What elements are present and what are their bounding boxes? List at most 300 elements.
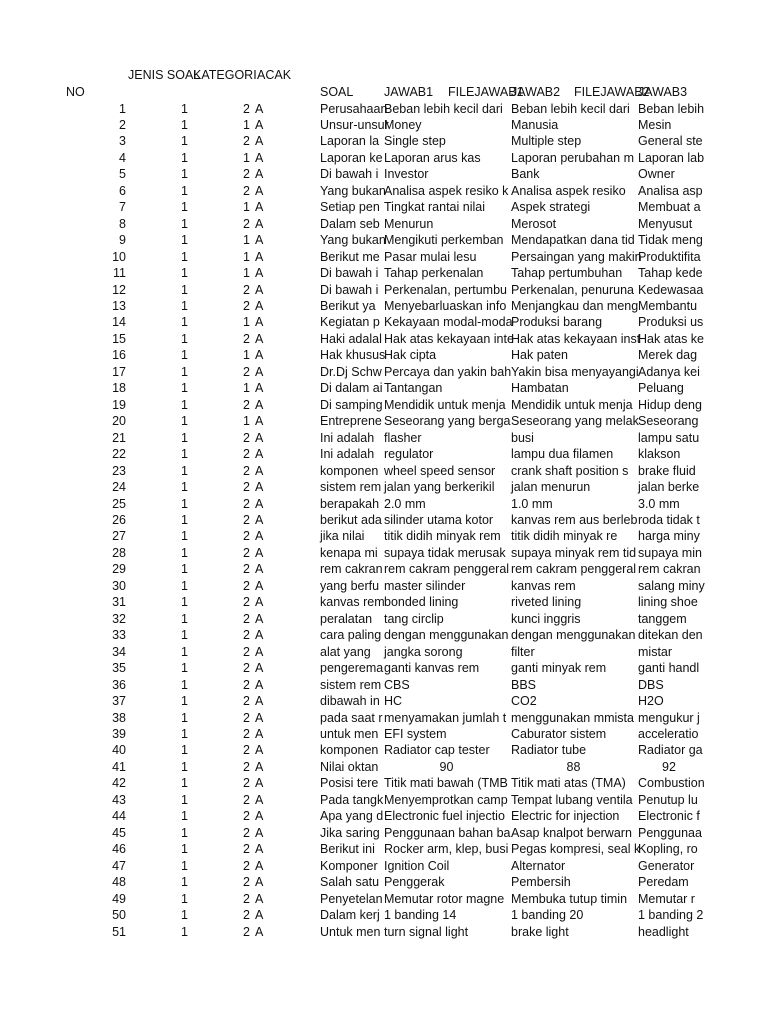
cell-soal[interactable]: Salah satu — [320, 875, 380, 890]
cell-no[interactable]: 13 — [112, 299, 126, 314]
cell-kategori[interactable]: 2 — [243, 299, 250, 314]
cell-jawab2[interactable]: Analisa aspek resiko — [511, 183, 626, 198]
cell-kategori[interactable]: 2 — [243, 397, 250, 412]
cell-jawab2[interactable]: Tahap pertumbuhan — [511, 266, 623, 281]
cell-kategori[interactable]: 1 — [243, 348, 250, 363]
cell-acak[interactable]: A — [255, 644, 264, 659]
cell-acak[interactable]: A — [255, 661, 264, 676]
cell-jawab2[interactable]: Beban lebih kecil dari — [511, 101, 630, 116]
cell-jawab3[interactable]: Peredam — [638, 875, 689, 890]
cell-acak[interactable]: A — [255, 924, 264, 939]
cell-kategori[interactable]: 1 — [243, 200, 250, 215]
cell-no[interactable]: 46 — [112, 842, 126, 857]
cell-jawab1[interactable]: menyamakan jumlah t — [384, 710, 507, 725]
cell-jenis-soal[interactable]: 1 — [181, 200, 188, 215]
cell-jawab1[interactable]: Hak cipta — [384, 348, 437, 363]
cell-jawab3[interactable]: Produksi us — [638, 315, 704, 330]
cell-no[interactable]: 41 — [112, 759, 126, 774]
cell-no[interactable]: 5 — [119, 167, 126, 182]
cell-kategori[interactable]: 2 — [243, 101, 250, 116]
cell-soal[interactable]: komponen — [320, 743, 379, 758]
cell-jawab2[interactable]: Pembersih — [511, 875, 571, 890]
cell-no[interactable]: 19 — [112, 397, 126, 412]
cell-no[interactable]: 24 — [112, 480, 126, 495]
cell-jawab1[interactable]: Seseorang yang berga — [384, 414, 511, 429]
cell-acak[interactable]: A — [255, 825, 264, 840]
cell-jawab1[interactable]: wheel speed sensor — [384, 463, 496, 478]
cell-jenis-soal[interactable]: 1 — [181, 759, 188, 774]
cell-acak[interactable]: A — [255, 101, 264, 116]
cell-kategori[interactable]: 1 — [243, 315, 250, 330]
cell-kategori[interactable]: 2 — [243, 792, 250, 807]
cell-jawab1[interactable]: regulator — [384, 447, 434, 462]
header-jawab2[interactable]: JAWAB2 — [511, 85, 561, 99]
cell-jawab2[interactable]: 1 banding 20 — [511, 908, 584, 923]
cell-kategori[interactable]: 2 — [243, 677, 250, 692]
cell-jenis-soal[interactable]: 1 — [181, 891, 188, 906]
cell-kategori[interactable]: 2 — [243, 364, 250, 379]
cell-no[interactable]: 9 — [119, 233, 126, 248]
cell-soal[interactable]: Berikut me — [320, 249, 380, 264]
cell-no[interactable]: 48 — [112, 875, 126, 890]
cell-jawab3[interactable]: jalan berke — [638, 480, 700, 495]
cell-no[interactable]: 30 — [112, 578, 126, 593]
cell-jenis-soal[interactable]: 1 — [181, 595, 188, 610]
cell-jawab1[interactable]: supaya tidak merusak — [384, 545, 506, 560]
cell-acak[interactable]: A — [255, 513, 264, 527]
cell-jawab3[interactable]: tanggem — [638, 611, 687, 626]
cell-acak[interactable]: A — [255, 315, 264, 330]
cell-soal[interactable]: Ini adalah — [320, 430, 375, 445]
cell-kategori[interactable]: 2 — [243, 924, 250, 939]
cell-jenis-soal[interactable]: 1 — [181, 496, 188, 511]
cell-acak[interactable]: A — [255, 397, 264, 412]
cell-jenis-soal[interactable]: 1 — [181, 644, 188, 659]
cell-no[interactable]: 12 — [112, 282, 126, 297]
cell-jawab3[interactable]: harga miny — [638, 529, 700, 544]
cell-kategori[interactable]: 2 — [243, 858, 250, 873]
cell-jawab2[interactable]: Laporan perubahan m — [511, 150, 635, 165]
cell-jenis-soal[interactable]: 1 — [181, 397, 188, 412]
header-soal[interactable]: SOAL — [320, 85, 354, 99]
cell-jenis-soal[interactable]: 1 — [181, 529, 188, 544]
cell-jenis-soal[interactable]: 1 — [181, 447, 188, 462]
cell-kategori[interactable]: 2 — [243, 595, 250, 610]
cell-no[interactable]: 25 — [112, 496, 126, 511]
cell-soal[interactable]: Dalam kerj — [320, 908, 380, 923]
cell-kategori[interactable]: 2 — [243, 167, 250, 182]
cell-acak[interactable]: A — [255, 858, 264, 873]
cell-kategori[interactable]: 2 — [243, 216, 250, 231]
cell-jenis-soal[interactable]: 1 — [181, 875, 188, 890]
cell-jawab2[interactable]: dengan menggunakan — [511, 628, 636, 643]
cell-jawab2[interactable]: BBS — [511, 677, 537, 692]
cell-jenis-soal[interactable]: 1 — [181, 101, 188, 116]
cell-jawab1[interactable]: Radiator cap tester — [384, 743, 490, 758]
cell-jenis-soal[interactable]: 1 — [181, 743, 188, 758]
cell-jenis-soal[interactable]: 1 — [181, 858, 188, 873]
cell-jawab1[interactable]: Rocker arm, klep, busi — [384, 842, 509, 857]
cell-jawab2[interactable]: Hambatan — [511, 381, 569, 396]
cell-jawab3[interactable]: Kedewasaa — [638, 282, 704, 297]
cell-soal[interactable]: yang berfu — [320, 578, 380, 593]
cell-acak[interactable]: A — [255, 545, 264, 560]
cell-jawab2[interactable]: Alternator — [511, 858, 566, 873]
cell-acak[interactable]: A — [255, 776, 264, 791]
cell-no[interactable]: 16 — [112, 348, 126, 363]
cell-jawab2[interactable]: CO2 — [511, 694, 537, 709]
cell-jawab1[interactable]: titik didih minyak rem — [384, 529, 501, 544]
cell-jawab2[interactable]: Aspek strategi — [511, 200, 591, 215]
cell-jawab1[interactable]: Beban lebih kecil dari — [384, 101, 503, 116]
cell-kategori[interactable]: 2 — [243, 578, 250, 593]
cell-jawab2[interactable]: Merosot — [511, 216, 557, 231]
cell-jawab3[interactable]: H2O — [638, 694, 664, 709]
cell-acak[interactable]: A — [255, 150, 264, 165]
cell-no[interactable]: 50 — [112, 908, 126, 923]
cell-soal[interactable]: jika nilai — [320, 529, 365, 544]
cell-jenis-soal[interactable]: 1 — [181, 183, 188, 198]
cell-no[interactable]: 38 — [112, 710, 126, 725]
cell-jawab2[interactable]: kanvas rem aus berleb — [511, 513, 638, 527]
cell-jawab3[interactable]: Combustion — [638, 776, 705, 791]
cell-no[interactable]: 8 — [119, 216, 126, 231]
cell-soal[interactable]: Dr.Dj Schw — [320, 364, 382, 379]
cell-jawab3[interactable]: mistar — [638, 644, 673, 659]
cell-jawab1[interactable]: Menyemprotkan camp — [384, 792, 508, 807]
header-no[interactable]: NO — [66, 85, 85, 99]
cell-jawab1[interactable]: jalan yang berkerikil — [384, 480, 495, 495]
header-filejawab1[interactable]: FILEJAWAB1 — [448, 85, 524, 99]
cell-soal[interactable]: pada saat r — [320, 710, 383, 725]
cell-no[interactable]: 22 — [112, 447, 126, 462]
cell-no[interactable]: 27 — [112, 529, 126, 544]
cell-jawab1[interactable]: Memutar rotor magne — [384, 891, 505, 906]
cell-soal[interactable]: Nilai oktan — [320, 759, 379, 774]
cell-jawab1[interactable]: dengan menggunakan — [384, 628, 509, 643]
cell-jawab3[interactable]: salang miny — [638, 578, 705, 593]
cell-jawab3[interactable]: Adanya kei — [638, 364, 700, 379]
cell-jawab3[interactable]: Mesin — [638, 117, 672, 132]
cell-soal[interactable]: pengerema — [320, 661, 384, 676]
cell-no[interactable]: 7 — [119, 200, 126, 215]
cell-jenis-soal[interactable]: 1 — [181, 233, 188, 248]
cell-soal[interactable]: Ini adalah — [320, 447, 375, 462]
cell-soal[interactable]: Jika saring — [320, 825, 380, 840]
cell-jawab3[interactable]: Peluang — [638, 381, 684, 396]
cell-jenis-soal[interactable]: 1 — [181, 282, 188, 297]
cell-jawab2[interactable]: Electric for injection — [511, 809, 620, 824]
cell-jawab2[interactable]: ganti minyak rem — [511, 661, 607, 676]
cell-jenis-soal[interactable]: 1 — [181, 381, 188, 396]
cell-jenis-soal[interactable]: 1 — [181, 611, 188, 626]
cell-kategori[interactable]: 2 — [243, 134, 250, 149]
cell-jawab3[interactable]: Kopling, ro — [638, 842, 698, 857]
cell-acak[interactable]: A — [255, 364, 264, 379]
cell-no[interactable]: 47 — [112, 858, 126, 873]
cell-jawab3[interactable]: Hidup deng — [638, 397, 702, 412]
cell-jawab2[interactable]: filter — [511, 644, 535, 659]
cell-no[interactable]: 42 — [112, 776, 126, 791]
cell-acak[interactable]: A — [255, 809, 264, 824]
cell-jawab3[interactable]: mengukur j — [638, 710, 700, 725]
cell-acak[interactable]: A — [255, 908, 264, 923]
cell-no[interactable]: 3 — [119, 134, 126, 149]
cell-soal[interactable]: Pada tangk — [320, 792, 384, 807]
cell-jawab3[interactable]: Tidak meng — [638, 233, 703, 248]
cell-jawab3[interactable]: Membuat a — [638, 200, 701, 215]
cell-soal[interactable]: Di bawah i — [320, 167, 379, 182]
cell-jawab1[interactable]: 90 — [439, 759, 454, 774]
cell-jawab2[interactable]: rem cakram penggeral — [511, 562, 637, 577]
cell-kategori[interactable]: 1 — [243, 117, 250, 132]
cell-kategori[interactable]: 2 — [243, 644, 250, 659]
cell-jawab3[interactable]: ditekan den — [638, 628, 703, 643]
cell-jawab1[interactable]: Investor — [384, 167, 429, 182]
cell-soal[interactable]: Di dalam ai — [320, 381, 383, 396]
cell-acak[interactable]: A — [255, 249, 264, 264]
cell-kategori[interactable]: 2 — [243, 611, 250, 626]
cell-jawab2[interactable]: Manusia — [511, 117, 559, 132]
header-kategori[interactable]: KATEGORI — [193, 68, 257, 82]
cell-jawab2[interactable]: Persaingan yang makin — [511, 249, 642, 264]
cell-kategori[interactable]: 2 — [243, 282, 250, 297]
cell-acak[interactable]: A — [255, 562, 264, 577]
cell-kategori[interactable]: 2 — [243, 759, 250, 774]
cell-jawab3[interactable]: Penutup lu — [638, 792, 698, 807]
cell-jawab1[interactable]: rem cakram penggeral — [384, 562, 510, 577]
cell-soal[interactable]: Komponer — [320, 858, 378, 873]
cell-jawab2[interactable]: Radiator tube — [511, 743, 587, 758]
cell-jenis-soal[interactable]: 1 — [181, 776, 188, 791]
cell-jenis-soal[interactable]: 1 — [181, 299, 188, 314]
cell-acak[interactable]: A — [255, 134, 264, 149]
cell-acak[interactable]: A — [255, 414, 264, 429]
cell-jawab1[interactable]: jangka sorong — [384, 644, 463, 659]
cell-kategori[interactable]: 2 — [243, 430, 250, 445]
cell-jenis-soal[interactable]: 1 — [181, 463, 188, 478]
cell-soal[interactable]: Apa yang d — [320, 809, 384, 824]
cell-jawab3[interactable]: Membantu — [638, 299, 698, 314]
cell-jawab1[interactable]: Percaya dan yakin bah — [384, 364, 512, 379]
cell-jawab2[interactable]: Perkenalan, penuruna — [511, 282, 635, 297]
cell-no[interactable]: 28 — [112, 545, 126, 560]
cell-jawab3[interactable]: Radiator ga — [638, 743, 703, 758]
cell-soal[interactable]: rem cakran — [320, 562, 383, 577]
cell-jawab2[interactable]: menggunakan mmista — [511, 710, 634, 725]
cell-jenis-soal[interactable]: 1 — [181, 842, 188, 857]
cell-soal[interactable]: Di bawah i — [320, 266, 379, 281]
cell-acak[interactable]: A — [255, 726, 264, 741]
cell-acak[interactable]: A — [255, 759, 264, 774]
cell-acak[interactable]: A — [255, 447, 264, 462]
cell-no[interactable]: 11 — [113, 266, 126, 281]
cell-acak[interactable]: A — [255, 842, 264, 857]
cell-jawab1[interactable]: Perkenalan, pertumbu — [384, 282, 507, 297]
cell-kategori[interactable]: 2 — [243, 529, 250, 544]
cell-jawab3[interactable]: Generator — [638, 858, 695, 873]
cell-jawab3[interactable]: General ste — [638, 134, 703, 149]
cell-jenis-soal[interactable]: 1 — [181, 430, 188, 445]
cell-jawab2[interactable]: lampu dua filamen — [511, 447, 614, 462]
cell-jenis-soal[interactable]: 1 — [181, 628, 188, 643]
cell-jawab3[interactable]: supaya min — [638, 545, 702, 560]
cell-no[interactable]: 4 — [119, 150, 126, 165]
cell-jawab2[interactable]: Membuka tutup timin — [511, 891, 628, 906]
cell-acak[interactable]: A — [255, 875, 264, 890]
cell-soal[interactable]: Hak khusus — [320, 348, 386, 363]
cell-kategori[interactable]: 2 — [243, 726, 250, 741]
cell-jawab2[interactable]: Mendidik untuk menja — [511, 397, 633, 412]
cell-no[interactable]: 37 — [112, 694, 126, 709]
cell-jawab3[interactable]: Menyusut — [638, 216, 693, 231]
cell-jawab2[interactable]: 88 — [566, 759, 581, 774]
cell-no[interactable]: 14 — [112, 315, 126, 330]
cell-jawab1[interactable]: HC — [384, 694, 403, 709]
cell-jawab1[interactable]: 2.0 mm — [384, 496, 426, 511]
cell-acak[interactable]: A — [255, 200, 264, 215]
cell-kategori[interactable]: 2 — [243, 825, 250, 840]
cell-jawab3[interactable]: lining shoe — [638, 595, 698, 610]
header-acak[interactable]: ACAK — [257, 68, 292, 82]
cell-jawab2[interactable]: jalan menurun — [511, 480, 591, 495]
cell-kategori[interactable]: 2 — [243, 562, 250, 577]
cell-no[interactable]: 6 — [119, 183, 126, 198]
cell-no[interactable]: 43 — [112, 792, 126, 807]
cell-kategori[interactable]: 2 — [243, 463, 250, 478]
header-jawab1[interactable]: JAWAB1 — [384, 85, 434, 99]
cell-jawab1[interactable]: EFI system — [384, 726, 447, 741]
cell-soal[interactable]: Haki adalal — [320, 331, 382, 346]
cell-acak[interactable]: A — [255, 381, 264, 396]
cell-jenis-soal[interactable]: 1 — [181, 825, 188, 840]
cell-jawab3[interactable]: roda tidak t — [638, 513, 700, 527]
cell-jawab2[interactable]: Bank — [511, 167, 540, 182]
cell-soal[interactable]: sistem rem — [320, 480, 382, 495]
cell-kategori[interactable]: 2 — [243, 743, 250, 758]
cell-kategori[interactable]: 2 — [243, 545, 250, 560]
cell-jawab1[interactable]: Menurun — [384, 216, 434, 231]
cell-acak[interactable]: A — [255, 282, 264, 297]
cell-jawab1[interactable]: Tahap perkenalan — [384, 266, 484, 281]
cell-jawab2[interactable]: Pegas kompresi, seal k — [511, 842, 641, 857]
cell-no[interactable]: 10 — [112, 249, 126, 264]
cell-soal[interactable]: Di bawah i — [320, 282, 379, 297]
cell-jawab3[interactable]: Seseorang — [638, 414, 699, 429]
cell-kategori[interactable]: 1 — [243, 266, 250, 281]
cell-jawab2[interactable]: Menjangkau dan meng — [511, 299, 639, 314]
cell-no[interactable]: 32 — [112, 611, 126, 626]
cell-acak[interactable]: A — [255, 792, 264, 807]
cell-jenis-soal[interactable]: 1 — [181, 908, 188, 923]
cell-jawab2[interactable]: brake light — [511, 924, 569, 939]
cell-no[interactable]: 15 — [112, 331, 126, 346]
cell-kategori[interactable]: 1 — [243, 414, 250, 429]
cell-acak[interactable]: A — [255, 611, 264, 626]
cell-soal[interactable]: berapakah — [320, 496, 380, 511]
cell-jawab2[interactable]: Hak paten — [511, 348, 568, 363]
cell-jawab1[interactable]: flasher — [384, 430, 422, 445]
cell-jawab2[interactable]: Seseorang yang melak — [511, 414, 639, 429]
cell-soal[interactable]: alat yang — [320, 644, 371, 659]
cell-jawab1[interactable]: Ignition Coil — [384, 858, 450, 873]
cell-jawab2[interactable]: Asap knalpot berwarn — [511, 825, 632, 840]
cell-jenis-soal[interactable]: 1 — [181, 562, 188, 577]
cell-soal[interactable]: Dalam seb — [320, 216, 380, 231]
cell-kategori[interactable]: 1 — [243, 381, 250, 396]
cell-jawab3[interactable]: lampu satu — [638, 430, 700, 445]
cell-jenis-soal[interactable]: 1 — [181, 331, 188, 346]
cell-soal[interactable]: Kegiatan p — [320, 315, 380, 330]
cell-jawab2[interactable]: Titik mati atas (TMA) — [511, 776, 626, 791]
cell-jenis-soal[interactable]: 1 — [181, 545, 188, 560]
cell-acak[interactable]: A — [255, 183, 264, 198]
cell-jenis-soal[interactable]: 1 — [181, 414, 188, 429]
cell-jawab3[interactable]: acceleratio — [638, 726, 699, 741]
cell-jawab1[interactable]: bonded lining — [384, 595, 459, 610]
cell-acak[interactable]: A — [255, 167, 264, 182]
cell-jawab1[interactable]: Electronic fuel injectio — [384, 809, 505, 824]
cell-no[interactable]: 35 — [112, 661, 126, 676]
cell-jawab1[interactable]: Mengikuti perkemban — [384, 233, 504, 248]
cell-jawab1[interactable]: Tantangan — [384, 381, 443, 396]
cell-jawab1[interactable]: Pasar mulai lesu — [384, 249, 477, 264]
cell-kategori[interactable]: 2 — [243, 496, 250, 511]
cell-acak[interactable]: A — [255, 595, 264, 610]
cell-soal[interactable]: Posisi tere — [320, 776, 379, 791]
cell-no[interactable]: 33 — [112, 628, 126, 643]
cell-kategori[interactable]: 2 — [243, 183, 250, 198]
cell-acak[interactable]: A — [255, 677, 264, 692]
cell-jawab2[interactable]: Yakin bisa menyayangi — [511, 364, 639, 379]
cell-acak[interactable]: A — [255, 430, 264, 445]
cell-jawab2[interactable]: crank shaft position s — [511, 463, 629, 478]
cell-jenis-soal[interactable]: 1 — [181, 578, 188, 593]
cell-jawab1[interactable]: Single step — [384, 134, 446, 149]
cell-jawab1[interactable]: Tingkat rantai nilai — [384, 200, 485, 215]
cell-jawab1[interactable]: Menyebarluaskan info — [384, 299, 507, 314]
header-jawab3[interactable]: JAWAB3 — [638, 85, 688, 99]
cell-soal[interactable]: Berikut ini — [320, 842, 375, 857]
cell-jawab1[interactable]: Penggerak — [384, 875, 445, 890]
cell-soal[interactable]: Untuk men — [320, 924, 381, 939]
cell-jawab3[interactable]: Beban lebih — [638, 101, 705, 116]
cell-jawab2[interactable]: Produksi barang — [511, 315, 603, 330]
cell-jawab3[interactable]: 3.0 mm — [638, 496, 680, 511]
cell-kategori[interactable]: 2 — [243, 480, 250, 495]
cell-kategori[interactable]: 2 — [243, 331, 250, 346]
cell-no[interactable]: 17 — [112, 364, 126, 379]
cell-soal[interactable]: Perusahaan — [320, 101, 388, 116]
cell-soal[interactable]: kenapa mi — [320, 545, 378, 560]
cell-jenis-soal[interactable]: 1 — [181, 117, 188, 132]
cell-jawab2[interactable]: Caburator sistem — [511, 726, 607, 741]
cell-acak[interactable]: A — [255, 694, 264, 709]
cell-jenis-soal[interactable]: 1 — [181, 809, 188, 824]
cell-kategori[interactable]: 2 — [243, 842, 250, 857]
cell-kategori[interactable]: 2 — [243, 891, 250, 906]
cell-jenis-soal[interactable]: 1 — [181, 710, 188, 725]
cell-kategori[interactable]: 2 — [243, 447, 250, 462]
cell-jawab2[interactable]: Tempat lubang ventila — [511, 792, 633, 807]
cell-jawab2[interactable]: kunci inggris — [511, 611, 581, 626]
cell-jawab3[interactable]: Tahap kede — [638, 266, 703, 281]
cell-kategori[interactable]: 2 — [243, 776, 250, 791]
cell-jawab3[interactable]: klakson — [638, 447, 681, 462]
cell-no[interactable]: 21 — [112, 430, 126, 445]
cell-jawab1[interactable]: Money — [384, 117, 422, 132]
cell-acak[interactable]: A — [255, 628, 264, 643]
